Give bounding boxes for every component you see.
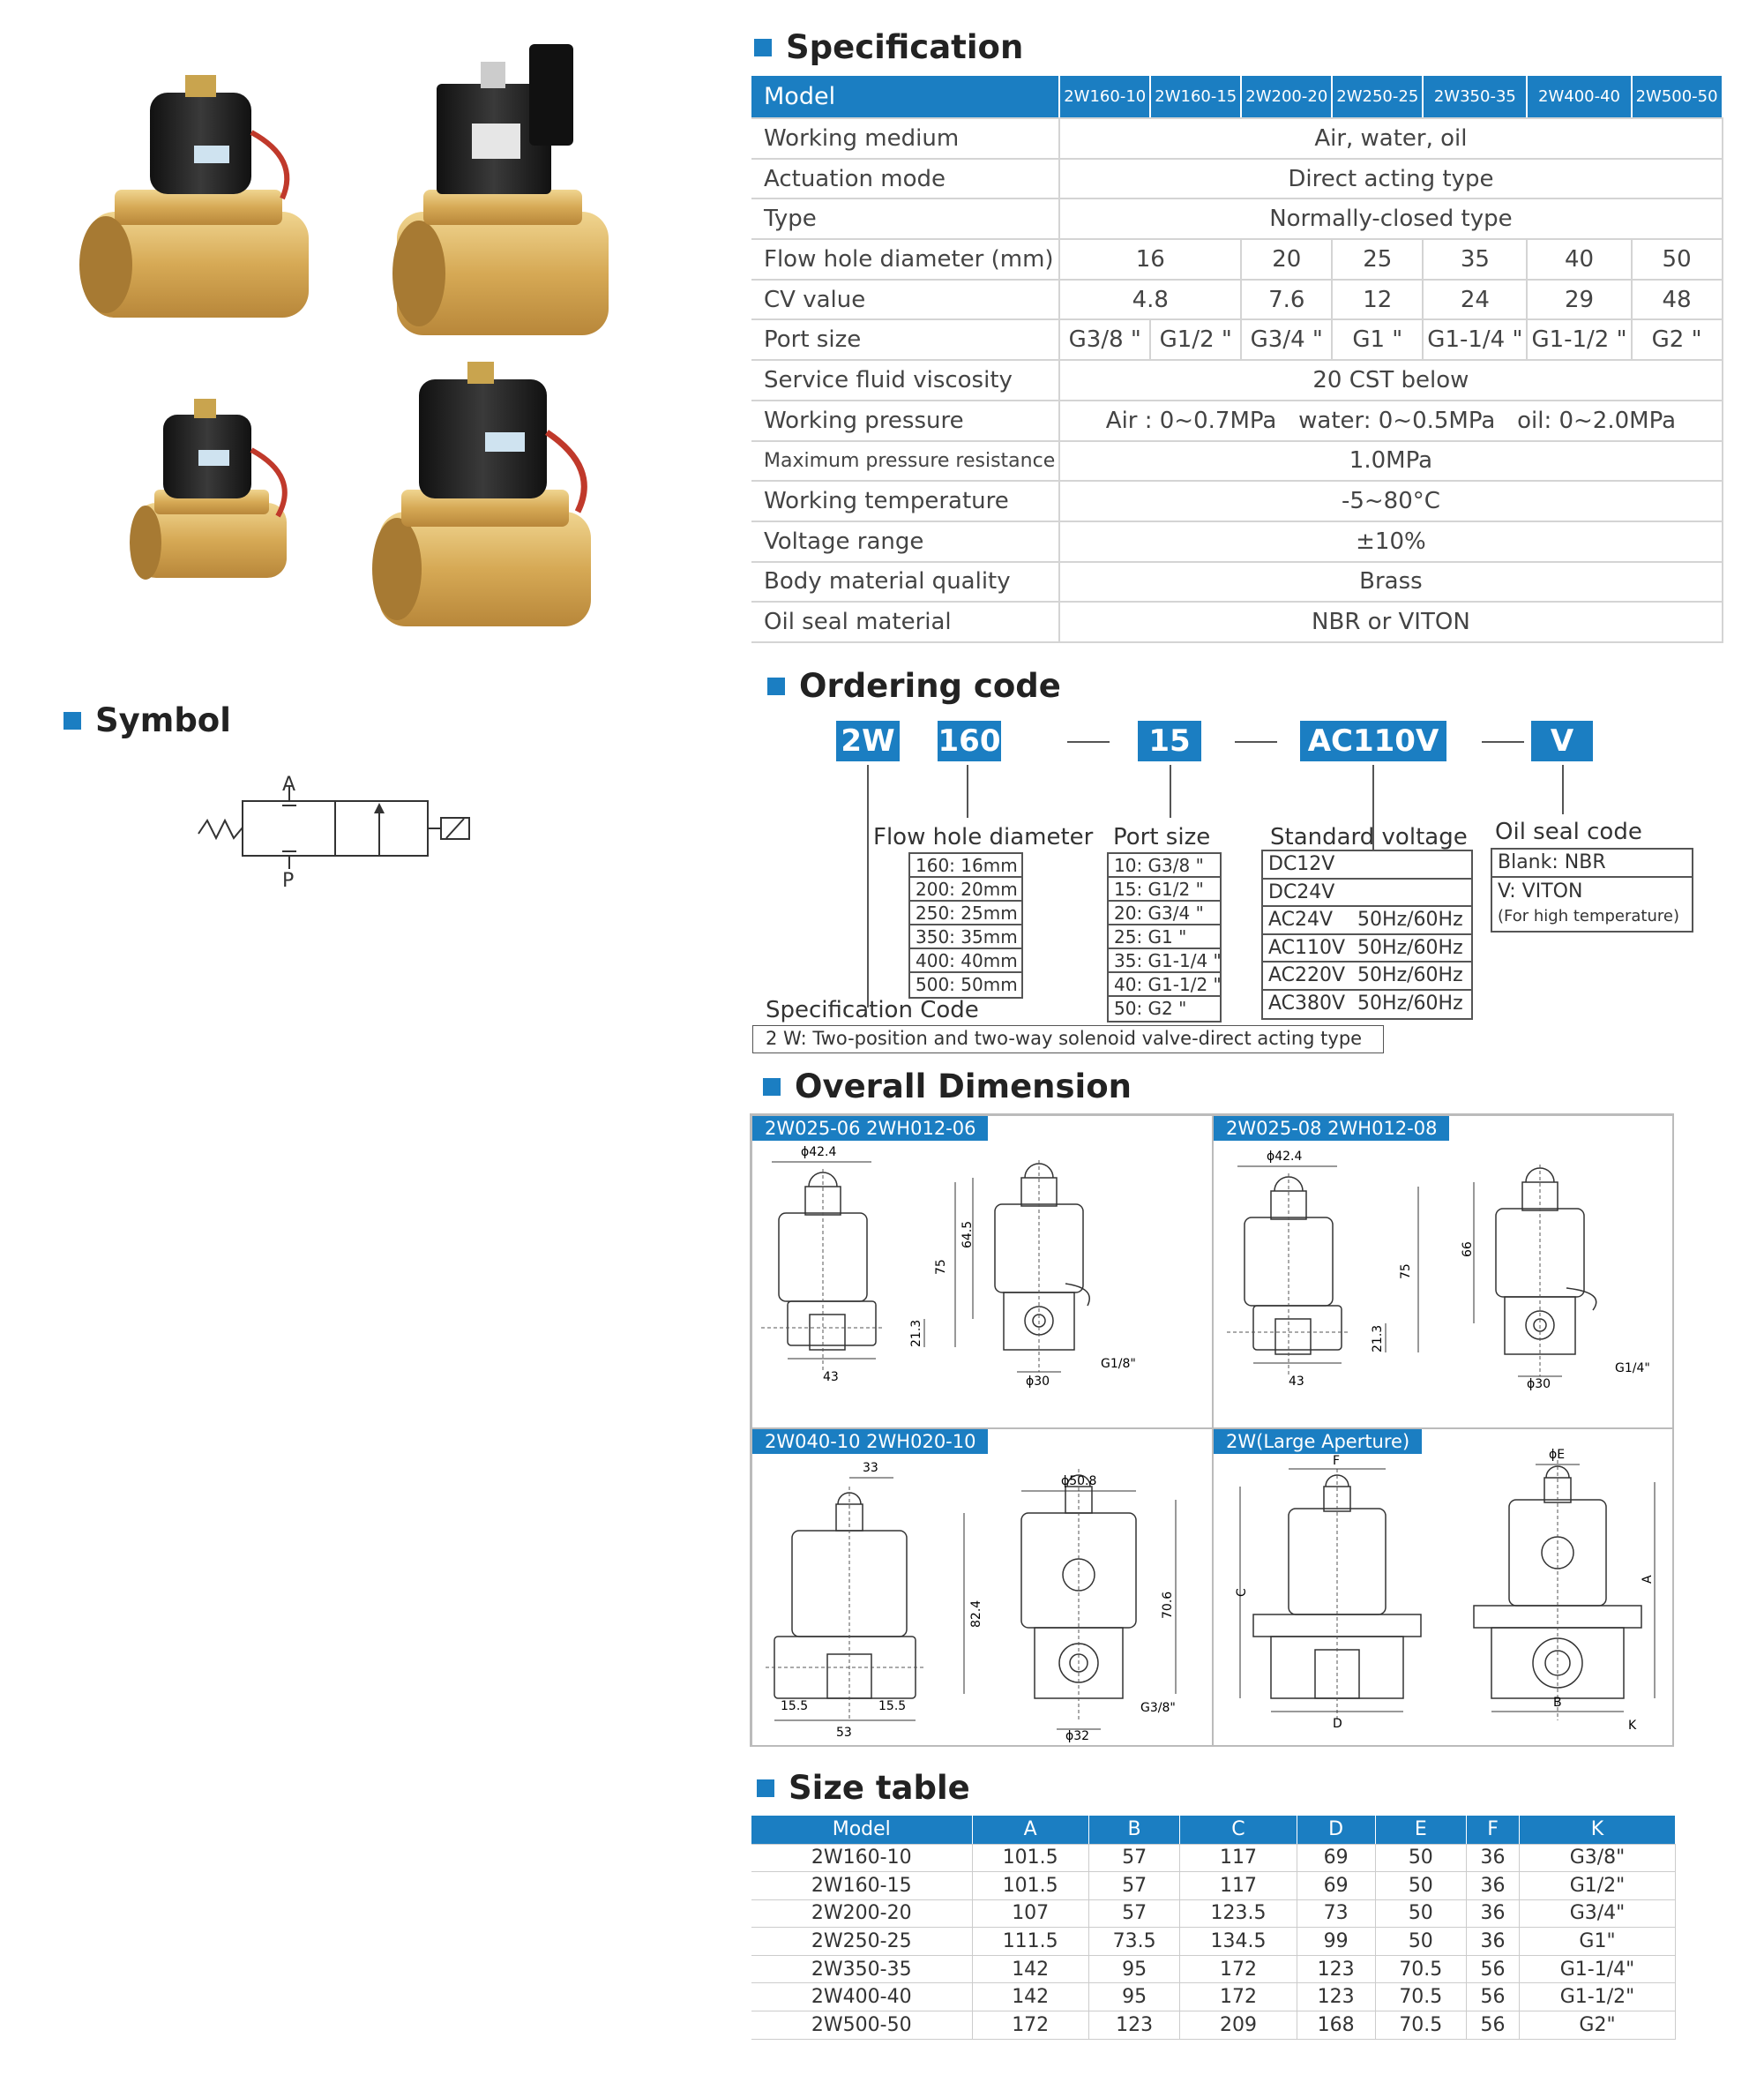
- table-cell: 95: [1088, 1983, 1179, 2011]
- row-label: Working pressure: [751, 401, 1059, 441]
- code-port-box: 15: [1138, 721, 1201, 761]
- table-cell: 107: [972, 1899, 1088, 1928]
- dim-panel-1: [751, 1115, 1213, 1428]
- table-cell: G1": [1520, 1928, 1676, 1956]
- model-cell: 2W400-40: [1527, 76, 1631, 118]
- model-cell: 2W250-25: [1332, 76, 1423, 118]
- list-item: 20: G3/4 ": [1109, 902, 1220, 925]
- table-cell: 70.5: [1375, 1955, 1466, 1983]
- voltage-list: [1261, 850, 1473, 1020]
- table-cell: 50: [1375, 1899, 1466, 1928]
- dim-text: 66: [1461, 1241, 1475, 1257]
- leader-line: [967, 765, 968, 818]
- section-marker-icon: [64, 712, 81, 730]
- list-item: V: VITON: [1498, 880, 1583, 903]
- flow-list: [908, 852, 1023, 999]
- header-cell: K: [1520, 1816, 1676, 1844]
- flow-title: Flow hole diameter: [873, 824, 1094, 850]
- port-list: [1107, 852, 1222, 1023]
- dim-panel-3: [751, 1428, 1213, 1747]
- panel-label: 2W025-08 2WH012-08: [1214, 1116, 1449, 1141]
- table-cell: 134.5: [1180, 1928, 1297, 1956]
- list-item: 500: 50mm: [916, 974, 1018, 995]
- table-cell: G1/2": [1520, 1872, 1676, 1900]
- table-cell: G1-1/2": [1520, 1983, 1676, 2011]
- panel-label: 2W040-10 2WH020-10: [752, 1429, 988, 1454]
- header-cell: B: [1088, 1816, 1179, 1844]
- dim-text: G3/8": [1140, 1701, 1176, 1715]
- table-cell: G1-1/4": [1520, 1955, 1676, 1983]
- oil-list: [1491, 848, 1693, 933]
- list-item: AC380V 50Hz/60Hz: [1268, 992, 1463, 1015]
- oil-title: Oil seal code: [1495, 819, 1642, 845]
- list-item: Blank: NBR: [1492, 850, 1692, 878]
- section-marker-icon: [763, 1078, 781, 1096]
- dim-panel-2: [1213, 1115, 1674, 1428]
- row-value: 29: [1527, 280, 1631, 320]
- list-item: 25: G1 ": [1109, 925, 1220, 949]
- row-value: G3/8 ": [1059, 319, 1150, 360]
- section-marker-icon: [757, 1779, 774, 1797]
- row-label: Port size: [751, 319, 1059, 360]
- row-value: NBR or VITON: [1059, 602, 1722, 642]
- list-item: 50: G2 ": [1114, 998, 1187, 1019]
- table-cell: 111.5: [972, 1928, 1088, 1956]
- table-cell: 50: [1375, 1928, 1466, 1956]
- header-cell: C: [1180, 1816, 1297, 1844]
- row-value: 50: [1632, 239, 1723, 280]
- table-cell: 117: [1180, 1872, 1297, 1900]
- symbol-title: Symbol: [64, 701, 231, 739]
- header-cell: Model: [751, 1816, 972, 1844]
- table-cell: 123: [1297, 1955, 1375, 1983]
- spec-table: [751, 76, 1723, 643]
- spec-row: [751, 521, 1723, 562]
- dim-text: 53: [836, 1726, 852, 1740]
- dim-text: ϕ30: [1026, 1375, 1050, 1389]
- dim-drawing-1: [752, 1116, 1211, 1425]
- dim-text: 75: [934, 1259, 948, 1275]
- port-title: Port size: [1113, 824, 1211, 850]
- table-cell: 57: [1088, 1899, 1179, 1928]
- table-cell: 95: [1088, 1955, 1179, 1983]
- row-value: 4.8: [1059, 280, 1241, 320]
- spec-row: [751, 239, 1723, 280]
- dim-text: 70.6: [1161, 1591, 1175, 1619]
- row-label: Working temperature: [751, 481, 1059, 521]
- row-value: G2 ": [1632, 319, 1723, 360]
- row-value: G1-1/2 ": [1527, 319, 1631, 360]
- spec-row: [751, 481, 1723, 521]
- table-cell: 123: [1297, 1983, 1375, 2011]
- dim-drawing-2: [1214, 1116, 1672, 1425]
- table-row: [751, 2011, 1676, 2040]
- list-item: 160: 16mm: [910, 854, 1021, 878]
- list-item: 400: 40mm: [910, 949, 1021, 973]
- dim-drawing-3: [752, 1429, 1211, 1742]
- spec-code-title: Specification Code: [766, 997, 979, 1023]
- table-cell: 56: [1467, 1955, 1520, 1983]
- list-item: DC24V: [1263, 880, 1471, 908]
- dim-text: C: [1235, 1588, 1249, 1597]
- spec-row: [751, 441, 1723, 482]
- spec-row: [751, 319, 1723, 360]
- dim-text: G1/8": [1101, 1357, 1136, 1371]
- table-cell: 2W500-50: [751, 2011, 972, 2040]
- row-value: Air, water, oil: [1059, 118, 1722, 159]
- list-item: 350: 35mm: [910, 925, 1021, 949]
- table-cell: 57: [1088, 1844, 1179, 1872]
- dim-text: 43: [1289, 1375, 1304, 1389]
- table-row: [751, 1983, 1676, 2011]
- table-cell: 36: [1467, 1928, 1520, 1956]
- list-item: (For high temperature): [1498, 907, 1679, 925]
- row-label: Flow hole diameter (mm): [751, 239, 1059, 280]
- table-cell: 101.5: [972, 1844, 1088, 1872]
- table-cell: 69: [1297, 1872, 1375, 1900]
- section-marker-icon: [754, 39, 772, 56]
- size-table-wrap: [751, 1816, 1676, 2040]
- header-cell: A: [972, 1816, 1088, 1844]
- dim-text: 64.5: [960, 1220, 975, 1248]
- ordering-title: Ordering code: [767, 667, 1061, 705]
- valve-symbol-diagram: [194, 768, 485, 895]
- dim-text: ϕ42.4: [1267, 1150, 1303, 1164]
- table-cell: 50: [1375, 1844, 1466, 1872]
- table-cell: 123.5: [1180, 1899, 1297, 1928]
- model-cell: 2W160-10: [1059, 76, 1150, 118]
- table-row: [751, 1844, 1676, 1872]
- table-cell: 36: [1467, 1899, 1520, 1928]
- spec-row: [751, 280, 1723, 320]
- table-cell: 2W400-40: [751, 1983, 972, 2011]
- row-value: G3/4 ": [1241, 319, 1332, 360]
- row-value: Direct acting type: [1059, 159, 1722, 199]
- table-cell: 2W350-35: [751, 1955, 972, 1983]
- row-label: Body material quality: [751, 562, 1059, 603]
- row-label: CV value: [751, 280, 1059, 320]
- table-row: [751, 1899, 1676, 1928]
- spec-row: [751, 360, 1723, 401]
- dim-text: 15.5: [878, 1699, 907, 1713]
- code-voltage-box: AC110V: [1300, 721, 1446, 761]
- row-value: 12: [1332, 280, 1423, 320]
- valve-photos-image: [71, 35, 635, 635]
- row-value: 24: [1423, 280, 1527, 320]
- leader-line: [1562, 765, 1564, 814]
- table-row: [751, 1928, 1676, 1956]
- row-label: Oil seal material: [751, 602, 1059, 642]
- table-cell: G3/4": [1520, 1899, 1676, 1928]
- row-label: Type: [751, 199, 1059, 239]
- dim-text: A: [1641, 1575, 1655, 1584]
- table-cell: 69: [1297, 1844, 1375, 1872]
- header-cell: F: [1467, 1816, 1520, 1844]
- row-value: G1/2 ": [1150, 319, 1241, 360]
- model-cell: 2W500-50: [1632, 76, 1723, 118]
- table-cell: 36: [1467, 1872, 1520, 1900]
- row-value: 48: [1632, 280, 1723, 320]
- dim-text: 21.3: [1371, 1324, 1385, 1352]
- spec-row: [751, 401, 1723, 441]
- table-row: [751, 1872, 1676, 1900]
- valve-photo-2: [392, 44, 609, 335]
- section-marker-icon: [767, 678, 785, 695]
- separator-dash: [1067, 741, 1110, 743]
- row-label: Voltage range: [751, 521, 1059, 562]
- leader-line: [867, 765, 869, 1008]
- dim-text: D: [1333, 1717, 1342, 1731]
- row-value: 16: [1059, 239, 1241, 280]
- spec-row: [751, 118, 1723, 159]
- dim-text: 21.3: [909, 1319, 923, 1347]
- model-cell: 2W160-15: [1150, 76, 1241, 118]
- dim-text: 33: [863, 1461, 878, 1475]
- dim-text: ϕ30: [1527, 1377, 1551, 1391]
- row-value: Brass: [1059, 562, 1722, 603]
- voltage-title: Standard voltage: [1270, 824, 1468, 850]
- header-cell: D: [1297, 1816, 1375, 1844]
- code-series-box: 2W: [836, 721, 900, 761]
- dim-text: G1/4": [1615, 1361, 1650, 1375]
- separator-dash: [1235, 741, 1277, 743]
- leader-line: [1170, 765, 1171, 818]
- port-a-label: A: [282, 774, 296, 796]
- spec-row: [751, 562, 1723, 603]
- table-row: [751, 1955, 1676, 1983]
- list-item: 200: 20mm: [910, 878, 1021, 902]
- dim-text: 43: [823, 1370, 839, 1384]
- row-label: Maximum pressure resistance: [751, 441, 1059, 482]
- dim-text: 75: [1399, 1263, 1413, 1279]
- row-value: 35: [1423, 239, 1527, 280]
- spec-code-desc: 2 W: Two-position and two-way solenoid valve-direct acting type: [752, 1025, 1384, 1053]
- table-cell: 117: [1180, 1844, 1297, 1872]
- spec-row: [751, 159, 1723, 199]
- dim-text: ϕ50.8: [1061, 1474, 1097, 1488]
- list-item: AC24V 50Hz/60Hz: [1263, 907, 1471, 935]
- table-cell: 50: [1375, 1872, 1466, 1900]
- row-value: 7.6: [1241, 280, 1332, 320]
- table-cell: 73.5: [1088, 1928, 1179, 1956]
- table-cell: 70.5: [1375, 2011, 1466, 2040]
- row-label: Actuation mode: [751, 159, 1059, 199]
- separator-dash: [1482, 741, 1524, 743]
- code-seal-box: V: [1531, 721, 1593, 761]
- valve-photo-3: [130, 399, 287, 580]
- row-value: 40: [1527, 239, 1631, 280]
- table-cell: G3/8": [1520, 1844, 1676, 1872]
- model-cell: 2W200-20: [1241, 76, 1332, 118]
- table-cell: 56: [1467, 2011, 1520, 2040]
- list-item: AC220V 50Hz/60Hz: [1263, 963, 1471, 991]
- valve-photo-1: [79, 75, 309, 318]
- size-header-row: [751, 1816, 1676, 1844]
- row-value: G1-1/4 ": [1423, 319, 1527, 360]
- row-value: -5~80°C: [1059, 481, 1722, 521]
- row-value: 20: [1241, 239, 1332, 280]
- table-cell: 123: [1088, 2011, 1179, 2040]
- list-item: DC12V: [1263, 851, 1471, 880]
- list-item: 250: 25mm: [910, 902, 1021, 925]
- table-cell: G2": [1520, 2011, 1676, 2040]
- table-cell: 2W250-25: [751, 1928, 972, 1956]
- list-item: AC110V 50Hz/60Hz: [1263, 935, 1471, 963]
- model-cell: 2W350-35: [1423, 76, 1527, 118]
- row-value: 1.0MPa: [1059, 441, 1722, 482]
- list-item: 15: G1/2 ": [1109, 878, 1220, 902]
- table-cell: 168: [1297, 2011, 1375, 2040]
- dim-text: ϕ42.4: [801, 1145, 837, 1159]
- code-flow-box: 160: [938, 721, 1001, 761]
- table-cell: 142: [972, 1983, 1088, 2011]
- table-cell: 56: [1467, 1983, 1520, 2011]
- dim-text: F: [1333, 1454, 1341, 1468]
- dim-panel-4: [1213, 1428, 1674, 1747]
- table-cell: 57: [1088, 1872, 1179, 1900]
- list-item: 10: G3/8 ": [1109, 854, 1220, 878]
- dimension-drawings: [750, 1113, 1674, 1747]
- row-label: Working medium: [751, 118, 1059, 159]
- row-value: G1 ": [1332, 319, 1423, 360]
- row-value: 20 CST below: [1059, 360, 1722, 401]
- dim-text: 82.4: [969, 1599, 983, 1628]
- dim-text: K: [1628, 1719, 1637, 1733]
- table-cell: 99: [1297, 1928, 1375, 1956]
- table-cell: 2W160-15: [751, 1872, 972, 1900]
- table-cell: 73: [1297, 1899, 1375, 1928]
- list-item: 40: G1-1/2 ": [1109, 973, 1220, 997]
- size-title: Size table: [757, 1769, 970, 1807]
- row-value: ±10%: [1059, 521, 1722, 562]
- dim-drawing-4: [1214, 1429, 1672, 1742]
- spec-header-row: [751, 76, 1723, 118]
- dim-text: B: [1553, 1696, 1562, 1710]
- table-cell: 172: [1180, 1983, 1297, 2011]
- size-table: [751, 1816, 1676, 2040]
- dimension-title: Overall Dimension: [763, 1067, 1132, 1105]
- model-label: Model: [751, 76, 1059, 118]
- table-cell: 172: [972, 2011, 1088, 2040]
- panel-label: 2W(Large Aperture): [1214, 1429, 1422, 1454]
- dim-text: 15.5: [781, 1699, 809, 1713]
- table-cell: 172: [1180, 1955, 1297, 1983]
- spec-title: Specification: [754, 28, 1023, 66]
- header-cell: E: [1375, 1816, 1466, 1844]
- spec-row: [751, 199, 1723, 239]
- table-cell: 101.5: [972, 1872, 1088, 1900]
- dim-text: ϕ32: [1065, 1729, 1090, 1742]
- table-cell: 70.5: [1375, 1983, 1466, 2011]
- table-cell: 2W160-10: [751, 1844, 972, 1872]
- port-p-label: P: [282, 870, 295, 891]
- table-cell: 142: [972, 1955, 1088, 1983]
- list-item: 35: G1-1/4 ": [1109, 949, 1220, 973]
- product-photos: [71, 35, 635, 635]
- dim-text: ϕE: [1549, 1448, 1566, 1462]
- table-cell: 209: [1180, 2011, 1297, 2040]
- valve-photo-4: [372, 362, 591, 626]
- spec-table-wrap: [751, 76, 1723, 643]
- panel-label: 2W025-06 2WH012-06: [752, 1116, 988, 1141]
- table-cell: 36: [1467, 1844, 1520, 1872]
- spec-row: [751, 602, 1723, 642]
- row-label: Service fluid viscosity: [751, 360, 1059, 401]
- row-value: Normally-closed type: [1059, 199, 1722, 239]
- row-value: Air : 0~0.7MPa water: 0~0.5MPa oil: 0~2.0MPa: [1059, 401, 1722, 441]
- table-cell: 2W200-20: [751, 1899, 972, 1928]
- row-value: 25: [1332, 239, 1423, 280]
